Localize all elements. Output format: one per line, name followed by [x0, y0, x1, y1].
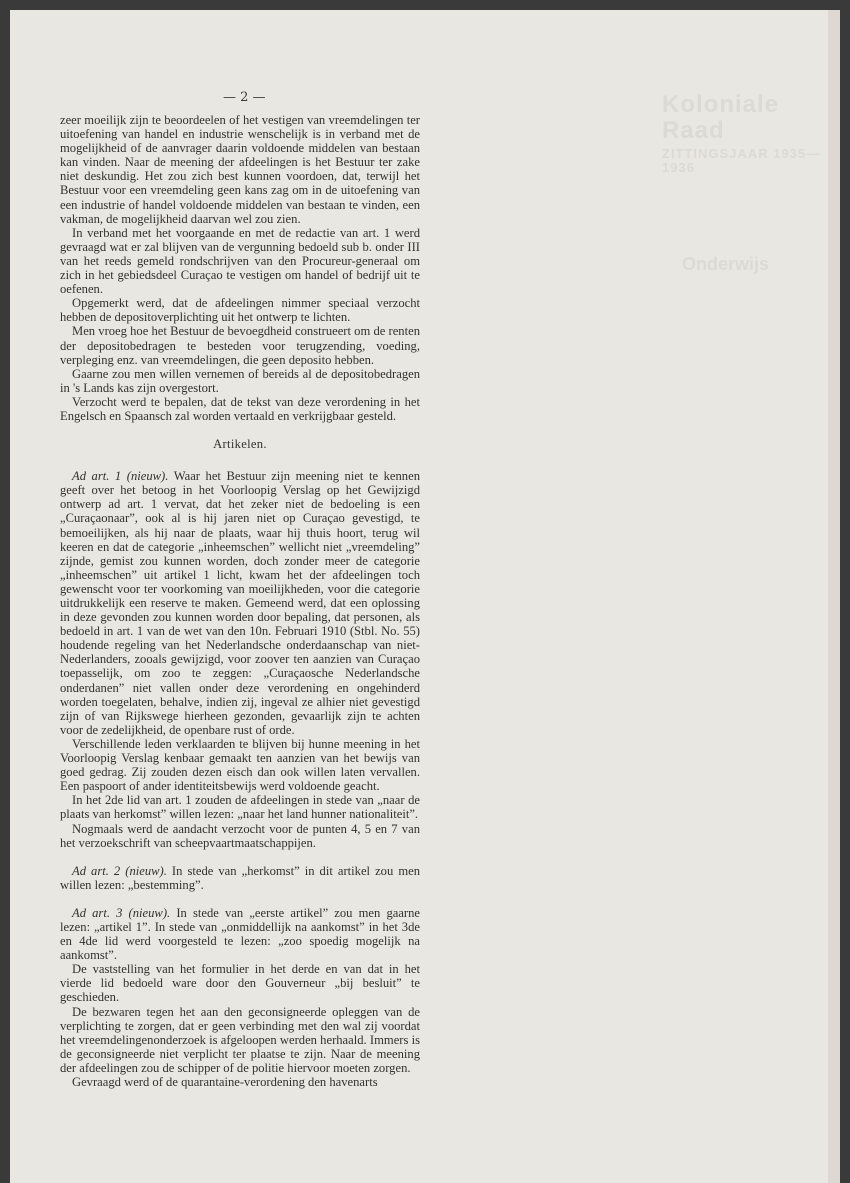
- article-paragraph: [60, 469, 420, 737]
- paragraph: Verschillende leden verklaarden te blijven bij hunne meening in het Voorloopig Verslag kenbaar gemaakt ten aanzien van het bewijs van goed gedrag. Zij zouden dezen eisch dan ook willen laten vervallen. Een paspoort of ander identiteitsbewijs werd voldoende geacht.: [60, 736, 420, 794]
- article-paragraph: [60, 906, 420, 962]
- article-label: Ad art. 3 (nieuw).: [72, 905, 171, 920]
- bleed-subtitle: ZITTINGSJAAR 1935—1936: [662, 145, 821, 176]
- section-heading: Artikelen.: [213, 437, 267, 452]
- document-page: [10, 10, 840, 1183]
- paragraph: De vaststelling van het formulier in het derde en van dat in het vierde lid bedoeld ware door den Gouverneur „bij besluit” te geschieden.: [60, 962, 420, 1005]
- paragraph: Gevraagd werd of de quarantaine-verordening den havenarts: [72, 1075, 378, 1089]
- article-text: In stede van „herkomst” in dit artikel zou men willen lezen: „bestemming”.: [60, 863, 421, 892]
- article-text: Waar het Bestuur zijn meening niet te kennen geeft over het betoog in het Voorloopig Verslag op het Gewijzigd ontwerp ad art. 1 vervat, dat het zeker niet de bedoeling is een „Curaçaonaar”, ook al is hij jaren niet op Curaçao gevestigd, te bemoeilijken, als hij naar de plaats, waar hij thuis hoort, terug wil keeren en dat de categorie „inheemschen” wellicht niet „vreemdeling” zijnde, gemist zou kunnen worden, doch zonder meer de categorie „inheemschen” uit artikel 1 licht, kwam het der afdeelingen toch gewenscht voor ter voorkoming van moeilijkheden, voor die categorie uitdrukkelijk een reserve te maken. Gemeend werd, dat een oplossing in deze gevonden zou kunnen worden door bepaling, dat personen, als bedoeld in art. 1 van de wet van den 10n. Februari 1910 (Stbl. No. 55) houdende regeling van het Nederlandsche onderdaanschap van niet-Nederlanders, zooals gewijzigd, voor zoover ten aanzien van Curaçao toepasselijk, om zoo te zeggen: „Curaçaosche Nederlandsche onderdanen” niet vallen onder deze verordening en ongehinderd worden toegelaten, behalve, indien zij, ingeval ze alhier niet gevestigd zijn of van Rijkswege hierheen gezonden, gevaarlijk zijn te achten voor de zedelijkheid, de openbare rust of orde.: [60, 469, 420, 737]
- paragraph: In het 2de lid van art. 1 zouden de afdeelingen in stede van „naar de plaats van herkomst” willen lezen: „naar het land hunner nationaliteit”.: [60, 793, 420, 822]
- paragraph: Verzocht werd te bepalen, dat de tekst van deze verordening in het Engelsch en Spaansch zal worden vertaald en verkrijgbaar gesteld.: [60, 394, 420, 423]
- paragraph: Opgemerkt werd, dat de afdeelingen nimmer speciaal verzocht hebben de depositoverplichting uit het ontwerp te lichten.: [60, 296, 420, 325]
- bleed-section: Onderwijs: [682, 254, 770, 275]
- text-column: [60, 113, 420, 1089]
- article-text: In stede van „eerste artikel” zou men gaarne lezen: „artikel 1”. In stede van „onmiddellijk na aankomst” in het 3de en 4de lid werd voorgesteld te lezen: „zoo spoedig mogelijk na aankomst”.: [60, 905, 421, 963]
- page-number: — 2 —: [223, 90, 266, 105]
- bleed-title: Koloniale Raad: [662, 91, 780, 145]
- paragraph: Nogmaals werd de aandacht verzocht voor de punten 4, 5 en 7 van het verzoekschrift van scheepvaartmaatschappijen.: [60, 821, 420, 850]
- article-label: Ad art. 1 (nieuw).: [72, 469, 169, 484]
- bleed-through-text: [662, 92, 840, 275]
- article-paragraph: [60, 864, 420, 892]
- paragraph: zeer moeilijk zijn te beoordeelen of het vestigen van vreemdelingen ter uitoefening van handel en industrie wenschelijk is in verband met de mogelijkheid of de aanvrager daarin voldoende middelen van bestaan kan vinden. Naar de meening der afdeelingen is het Bestuur ter zake niet deskundig. Het zou zich best kunnen voordoen, dat, terwijl het Bestuur voor een vreemdeling geen kans zag om in de uitoefening van een industrie of handel voldoende middelen van bestaan te vinden, een vakman, de mogelijkheid daarvan wel zou zien.: [60, 113, 420, 226]
- paragraph: De bezwaren tegen het aan den geconsigneerde opleggen van de verplichting te zorgen, dat er geen verbinding met den wal zij voordat het vreemdelingenonderzoek is afgeloopen werden herhaald. Immers is de geconsigneerde niet verplicht ter plaatse te zijn. Naar de meening der afdeelingen zou de schipper of de politie hiervoor moeten zorgen.: [60, 1004, 420, 1075]
- paragraph: Men vroeg hoe het Bestuur de bevoegdheid construeert om de renten der depositobedragen te besteden voor terugzending, voeding, verpleging enz. van vreemdelingen, die geen deposito hebben.: [60, 324, 420, 367]
- article-label: Ad art. 2 (nieuw).: [72, 863, 167, 878]
- paragraph: Gaarne zou men willen vernemen of bereids al de depositobedragen in 's Lands kas zijn overgestort.: [60, 366, 420, 395]
- paragraph: In verband met het voorgaande en met de redactie van art. 1 werd gevraagd wat er zal blijven van de vergunning bedoeld sub b. onder III van het reeds gemeld rondschrijven van den Procureur-generaal om zich in het gebiedsdeel Curaçao te vestigen om handel of bedrijf uit te oefenen.: [60, 225, 420, 297]
